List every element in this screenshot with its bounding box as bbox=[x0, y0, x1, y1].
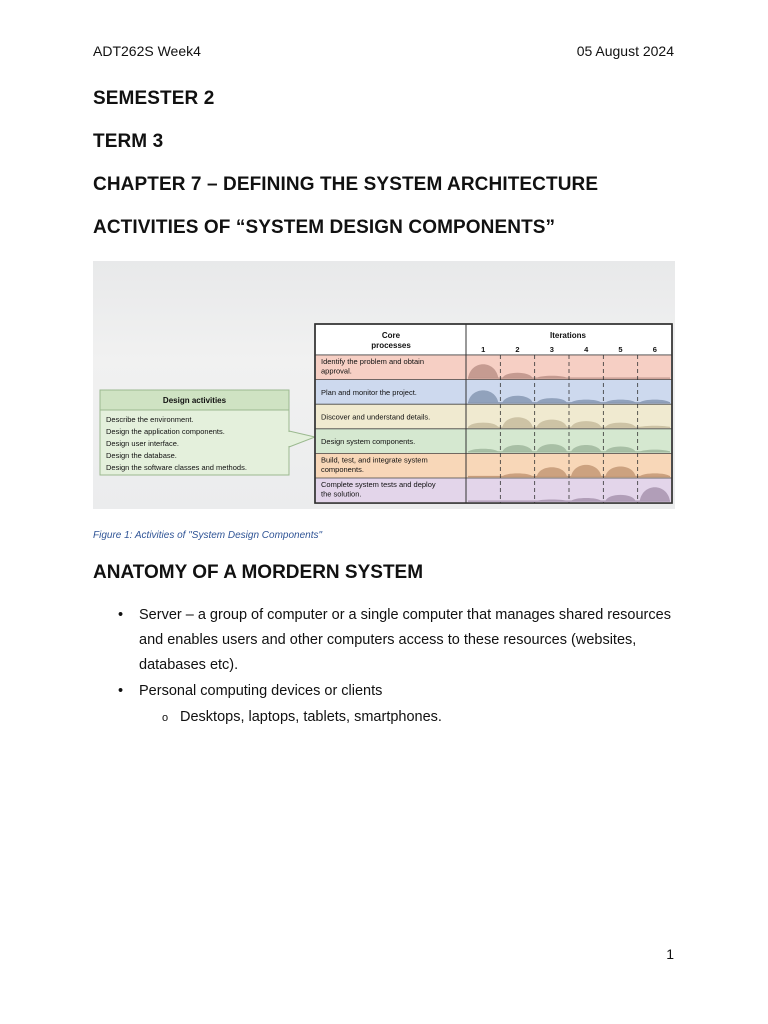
list-item-text: Personal computing devices or clients bbox=[139, 683, 383, 699]
process-row-label: Design system components. bbox=[321, 437, 416, 447]
core-processes-label: processes bbox=[371, 341, 411, 350]
process-row-label: components. bbox=[321, 464, 364, 474]
design-activity-item: Design the database. bbox=[106, 451, 177, 460]
bullet-dot-icon: • bbox=[118, 607, 124, 623]
iteration-number: 3 bbox=[549, 345, 554, 354]
hollow-bullet-icon: o bbox=[162, 712, 169, 724]
process-row-label: the solution. bbox=[321, 489, 362, 499]
list-item-text: Server – a group of computer or a single computer that manages shared resources and enables users and other computers access to these resources (websites, databases etc). bbox=[139, 607, 671, 673]
page-number: 1 bbox=[666, 946, 674, 962]
process-row-label: Plan and monitor the project. bbox=[321, 387, 417, 397]
header-course: ADT262S Week4 bbox=[93, 43, 201, 59]
heading-semester: SEMESTER 2 bbox=[93, 88, 215, 109]
process-row-label: Complete system tests and deploy bbox=[321, 480, 436, 489]
heading-term: TERM 3 bbox=[93, 131, 164, 152]
iteration-number: 5 bbox=[618, 345, 623, 354]
sub-list-item bbox=[118, 705, 678, 730]
iteration-number: 4 bbox=[584, 345, 589, 354]
process-row-label: Discover and understand details. bbox=[321, 412, 431, 422]
process-row-label: approval. bbox=[321, 366, 352, 376]
process-row-label: Build, test, and integrate system bbox=[321, 455, 428, 465]
process-row-label: Identify the problem and obtain bbox=[321, 357, 424, 366]
iterations-table bbox=[315, 324, 672, 503]
sub-list-item-text: Desktops, laptops, tablets, smartphones. bbox=[180, 709, 442, 725]
design-activity-item: Design the application components. bbox=[106, 427, 225, 436]
figure-caption: Figure 1: Activities of "System Design Components" bbox=[93, 530, 323, 541]
design-activity-item: Design user interface. bbox=[106, 439, 179, 448]
list-item bbox=[118, 603, 678, 678]
figure-design-activities bbox=[93, 261, 675, 509]
section-title: ANATOMY OF A MORDERN SYSTEM bbox=[93, 562, 424, 583]
bullet-list bbox=[118, 603, 678, 730]
design-activity-item: Design the software classes and methods. bbox=[106, 463, 247, 472]
iteration-number: 2 bbox=[515, 345, 520, 354]
iterations-label: Iterations bbox=[549, 331, 587, 340]
iteration-number: 1 bbox=[481, 345, 486, 354]
design-activity-item: Describe the environment. bbox=[106, 415, 194, 424]
core-processes-label: Core bbox=[381, 331, 401, 340]
design-activities-title: Design activities bbox=[162, 396, 227, 405]
header-date: 05 August 2024 bbox=[576, 43, 674, 59]
bullet-dot-icon: • bbox=[118, 683, 124, 699]
heading-chapter: CHAPTER 7 – DEFINING THE SYSTEM ARCHITECTURE bbox=[93, 174, 599, 195]
design-activities-box bbox=[100, 390, 315, 475]
list-item bbox=[118, 679, 678, 704]
iteration-number: 6 bbox=[652, 345, 657, 354]
heading-activities: ACTIVITIES OF “SYSTEM DESIGN COMPONENTS” bbox=[93, 217, 556, 238]
figure-diagram bbox=[93, 261, 675, 509]
